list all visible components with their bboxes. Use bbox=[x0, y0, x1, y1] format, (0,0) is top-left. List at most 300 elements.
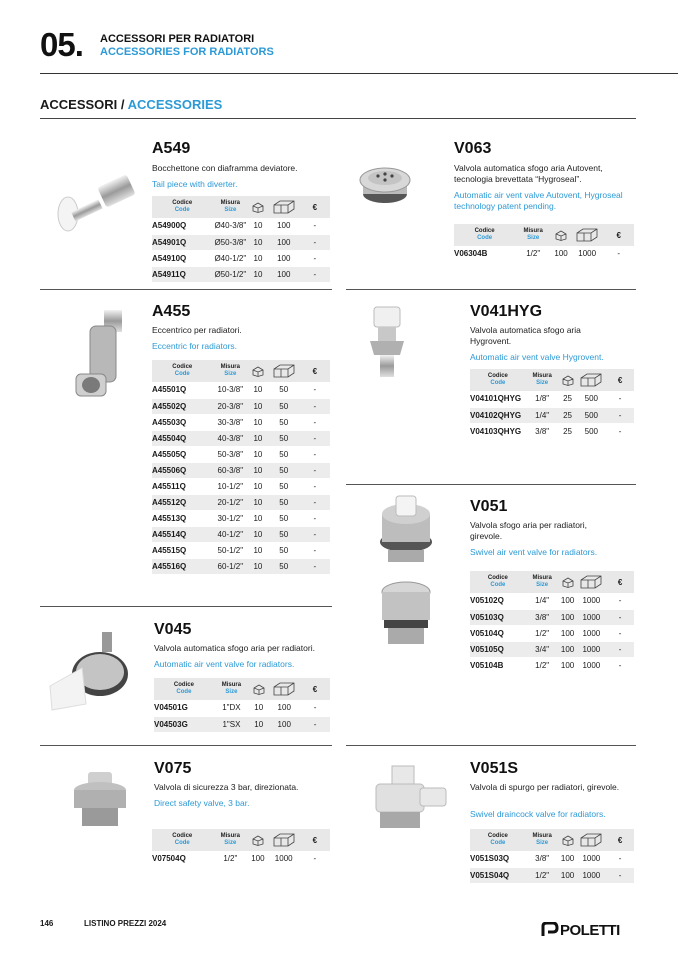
cell-pack: 100 bbox=[559, 867, 577, 883]
cell-carton: 50 bbox=[268, 526, 300, 542]
cell-pack: 10 bbox=[249, 700, 268, 716]
table-row bbox=[470, 867, 634, 883]
cell-code: A45514Q bbox=[152, 526, 213, 542]
cell-size: 1/2" bbox=[515, 246, 551, 262]
v051-product-image-top bbox=[374, 492, 438, 568]
col-carton-header bbox=[577, 369, 607, 391]
cell-size: 1/8" bbox=[526, 391, 559, 407]
cell-pack: 10 bbox=[248, 398, 268, 414]
a549-desc-en: Tail piece with diverter. bbox=[152, 179, 238, 189]
cell-size: 10-3/8" bbox=[213, 382, 249, 398]
cell-pack: 10 bbox=[248, 234, 268, 250]
cell-size: 1"SX bbox=[214, 716, 249, 732]
cell-size: Ø50-3/8" bbox=[212, 234, 248, 250]
a455-product-image bbox=[70, 308, 130, 400]
cell-pack: 100 bbox=[559, 657, 577, 673]
cell-size: Ø40-1/2" bbox=[212, 250, 248, 266]
v063-table bbox=[454, 224, 634, 263]
col-pack-header bbox=[248, 829, 268, 851]
cell-pack: 10 bbox=[248, 510, 268, 526]
v045-table bbox=[154, 678, 330, 733]
cell-carton: 1000 bbox=[577, 641, 607, 657]
table-row bbox=[152, 851, 330, 867]
cell-price: - bbox=[606, 867, 634, 883]
cell-price: - bbox=[300, 266, 330, 282]
cell-code: A54900Q bbox=[152, 218, 212, 234]
cell-carton: 50 bbox=[268, 542, 300, 558]
carton-box-icon bbox=[576, 228, 598, 242]
cell-carton: 50 bbox=[268, 494, 300, 510]
cell-size: 1/2" bbox=[213, 851, 249, 867]
cell-code: V05103Q bbox=[470, 609, 526, 625]
table-row bbox=[152, 446, 330, 462]
carton-box-icon bbox=[580, 833, 602, 847]
col-size-header: Misura Size bbox=[515, 224, 551, 246]
cell-size: 50-1/2" bbox=[213, 542, 249, 558]
pack-box-icon bbox=[252, 202, 264, 213]
a455-title: A455 bbox=[152, 303, 191, 320]
table-row bbox=[152, 526, 330, 542]
cell-carton: 50 bbox=[268, 462, 300, 478]
cell-price: - bbox=[300, 234, 330, 250]
catalog-name: LISTINO PREZZI 2024 bbox=[84, 919, 167, 928]
cell-carton: 1000 bbox=[577, 867, 607, 883]
col-pack-header bbox=[248, 360, 268, 382]
cell-price: - bbox=[300, 542, 330, 558]
cell-price: - bbox=[300, 851, 330, 867]
a549-table-wrap bbox=[152, 196, 330, 283]
cell-pack: 10 bbox=[248, 430, 268, 446]
col-carton-header bbox=[268, 196, 300, 218]
table-row bbox=[152, 382, 330, 398]
cell-pack: 100 bbox=[551, 246, 571, 262]
cell-code: A45516Q bbox=[152, 558, 213, 574]
a455-table-wrap bbox=[152, 360, 330, 575]
divider-right-3 bbox=[346, 745, 636, 746]
a549-table bbox=[152, 196, 330, 283]
pack-box-icon bbox=[562, 375, 574, 386]
col-pack-header bbox=[249, 678, 268, 700]
cell-code: A45511Q bbox=[152, 478, 213, 494]
cell-size: 3/8" bbox=[526, 609, 559, 625]
cell-code: V04102QHYG bbox=[470, 407, 526, 423]
cell-price: - bbox=[300, 446, 330, 462]
table-row bbox=[152, 542, 330, 558]
table-header-row bbox=[454, 224, 634, 246]
cell-price: - bbox=[606, 641, 634, 657]
cell-pack: 100 bbox=[559, 851, 577, 867]
col-price-header: € bbox=[606, 571, 634, 593]
section-title-en: ACCESSORIES bbox=[127, 97, 223, 112]
table-row bbox=[470, 657, 634, 673]
carton-box-icon bbox=[580, 373, 602, 387]
col-carton-header bbox=[571, 224, 603, 246]
v051s-desc-en: Swivel draincock valve for radiators. bbox=[470, 809, 606, 819]
cell-size: 40-3/8" bbox=[213, 430, 249, 446]
table-row bbox=[454, 246, 634, 262]
cell-pack: 10 bbox=[248, 414, 268, 430]
cell-carton: 50 bbox=[268, 478, 300, 494]
table-row bbox=[152, 558, 330, 574]
cell-pack: 10 bbox=[248, 478, 268, 494]
pack-box-icon bbox=[562, 577, 574, 588]
col-code-header: Codice Code bbox=[454, 224, 515, 246]
a549-title: A549 bbox=[152, 140, 191, 157]
v051s-desc-it: Valvola di spurgo per radiatori, girevole. bbox=[470, 782, 620, 792]
cell-code: V04103QHYG bbox=[470, 423, 526, 439]
carton-box-icon bbox=[273, 200, 295, 214]
cell-code: A45513Q bbox=[152, 510, 213, 526]
v051s-table bbox=[470, 829, 634, 884]
cell-pack: 25 bbox=[559, 423, 577, 439]
cell-carton: 1000 bbox=[268, 851, 300, 867]
pack-box-icon bbox=[252, 366, 264, 377]
cell-carton: 1000 bbox=[577, 851, 607, 867]
cell-code: V04101QHYG bbox=[470, 391, 526, 407]
col-price-header: € bbox=[300, 196, 330, 218]
table-row bbox=[152, 462, 330, 478]
col-code-header: Codice Code bbox=[470, 571, 526, 593]
table-row bbox=[470, 609, 634, 625]
cell-size: 40-1/2" bbox=[213, 526, 249, 542]
cell-price: - bbox=[300, 414, 330, 430]
v041hyg-table-wrap bbox=[470, 369, 634, 440]
cell-price: - bbox=[606, 657, 634, 673]
cell-pack: 10 bbox=[248, 542, 268, 558]
cell-pack: 10 bbox=[248, 250, 268, 266]
cell-carton: 50 bbox=[268, 510, 300, 526]
col-size-header: Misura Size bbox=[214, 678, 249, 700]
cell-carton: 100 bbox=[268, 218, 300, 234]
cell-size: 30-3/8" bbox=[213, 414, 249, 430]
v075-table-wrap bbox=[152, 829, 330, 868]
cell-size: 50-3/8" bbox=[213, 446, 249, 462]
col-price-header: € bbox=[300, 360, 330, 382]
cell-code: A45512Q bbox=[152, 494, 213, 510]
cell-carton: 100 bbox=[268, 250, 300, 266]
col-carton-header bbox=[268, 829, 300, 851]
cell-size: 1/4" bbox=[526, 407, 559, 423]
col-carton-header bbox=[268, 678, 300, 700]
v063-desc-en: Automatic air vent valve Autovent, Hygroseal technology patent pending. bbox=[454, 190, 623, 211]
col-price-header: € bbox=[606, 369, 634, 391]
cell-price: - bbox=[300, 398, 330, 414]
cell-size: 1/2" bbox=[526, 625, 559, 641]
a455-table bbox=[152, 360, 330, 575]
cell-carton: 50 bbox=[268, 398, 300, 414]
v051s-table-wrap bbox=[470, 829, 634, 884]
a549-product-image bbox=[50, 170, 142, 236]
cell-code: A45504Q bbox=[152, 430, 213, 446]
brand-logo-text: POLETTI bbox=[560, 922, 620, 939]
table-row bbox=[152, 398, 330, 414]
table-header-row bbox=[470, 571, 634, 593]
v051-desc-it: Valvola sfogo aria per radiatori, girevole. bbox=[470, 520, 588, 541]
cell-code: A45506Q bbox=[152, 462, 213, 478]
cell-code: V05102Q bbox=[470, 593, 526, 609]
cell-size: Ø40-3/8" bbox=[212, 218, 248, 234]
cell-price: - bbox=[300, 430, 330, 446]
cell-price: - bbox=[300, 700, 330, 716]
cell-pack: 100 bbox=[559, 625, 577, 641]
section-title-it: ACCESSORI / bbox=[40, 97, 128, 112]
header-divider bbox=[40, 73, 678, 74]
cell-size: 20-1/2" bbox=[213, 494, 249, 510]
cell-code: A45501Q bbox=[152, 382, 213, 398]
table-row bbox=[470, 423, 634, 439]
table-header-row bbox=[154, 678, 330, 700]
cell-price: - bbox=[606, 851, 634, 867]
carton-box-icon bbox=[273, 364, 295, 378]
cell-price: - bbox=[300, 526, 330, 542]
v045-desc-en: Automatic air vent valve for radiators. bbox=[154, 659, 295, 669]
cell-carton: 500 bbox=[577, 407, 607, 423]
v075-title: V075 bbox=[154, 760, 192, 777]
table-header-row bbox=[152, 360, 330, 382]
col-price-header: € bbox=[603, 224, 634, 246]
cell-code: V04503G bbox=[154, 716, 214, 732]
col-pack-header bbox=[248, 196, 268, 218]
table-row bbox=[470, 407, 634, 423]
cell-price: - bbox=[300, 250, 330, 266]
chapter-title-it: ACCESSORI PER RADIATORI bbox=[100, 33, 255, 45]
col-size-header: Misura Size bbox=[213, 360, 249, 382]
cell-price: - bbox=[300, 510, 330, 526]
v075-desc-it: Valvola di sicurezza 3 bar, direzionata. bbox=[154, 782, 299, 792]
cell-price: - bbox=[300, 478, 330, 494]
cell-pack: 10 bbox=[248, 526, 268, 542]
v045-table-wrap bbox=[154, 678, 330, 733]
cell-price: - bbox=[606, 625, 634, 641]
table-header-row bbox=[152, 196, 330, 218]
col-carton-header bbox=[577, 829, 607, 851]
v051-table-wrap bbox=[470, 571, 634, 674]
v051-table bbox=[470, 571, 634, 674]
cell-size: 1"DX bbox=[214, 700, 249, 716]
cell-carton: 100 bbox=[268, 234, 300, 250]
cell-carton: 500 bbox=[577, 423, 607, 439]
table-row bbox=[154, 700, 330, 716]
v075-desc-en: Direct safety valve, 3 bar. bbox=[154, 798, 250, 808]
cell-pack: 100 bbox=[559, 641, 577, 657]
v051s-title: V051S bbox=[470, 760, 519, 777]
v063-desc-it: Valvola automatica sfogo aria Autovent, tecnologia brevettata “Hygroseal”. bbox=[454, 163, 603, 184]
cell-size: 3/8" bbox=[526, 851, 559, 867]
v051s-product-image bbox=[368, 762, 454, 832]
cell-pack: 10 bbox=[248, 558, 268, 574]
divider-right-2 bbox=[346, 484, 636, 485]
cell-code: A45503Q bbox=[152, 414, 213, 430]
cell-price: - bbox=[606, 423, 634, 439]
chapter-title-en: ACCESSORIES FOR RADIATORS bbox=[100, 46, 274, 58]
carton-box-icon bbox=[273, 682, 295, 696]
col-pack-header bbox=[559, 829, 577, 851]
table-row bbox=[470, 851, 634, 867]
table-row bbox=[152, 266, 330, 282]
cell-size: 30-1/2" bbox=[213, 510, 249, 526]
pack-box-icon bbox=[562, 835, 574, 846]
cell-price: - bbox=[300, 382, 330, 398]
table-row bbox=[154, 716, 330, 732]
divider-left-2 bbox=[40, 606, 332, 607]
cell-code: A45505Q bbox=[152, 446, 213, 462]
cell-carton: 50 bbox=[268, 430, 300, 446]
table-row bbox=[152, 234, 330, 250]
cell-code: V051S03Q bbox=[470, 851, 526, 867]
table-row bbox=[152, 250, 330, 266]
v041hyg-desc-it: Valvola automatica sfogo aria Hygrovent. bbox=[470, 325, 581, 346]
v051-desc-en: Swivel air vent valve for radiators. bbox=[470, 547, 598, 557]
table-row bbox=[470, 593, 634, 609]
brand-logo-mark bbox=[541, 922, 559, 943]
col-size-header: Misura Size bbox=[526, 829, 559, 851]
cell-code: A45502Q bbox=[152, 398, 213, 414]
v041hyg-product-image bbox=[366, 305, 410, 379]
table-row bbox=[470, 391, 634, 407]
v063-product-image bbox=[352, 162, 418, 212]
section-divider bbox=[40, 118, 636, 119]
v041hyg-table bbox=[470, 369, 634, 440]
cell-size: 60-3/8" bbox=[213, 462, 249, 478]
chapter-number: 05. bbox=[40, 26, 83, 63]
cell-carton: 100 bbox=[268, 266, 300, 282]
cell-size: 3/8" bbox=[526, 423, 559, 439]
cell-price: - bbox=[300, 716, 330, 732]
cell-pack: 10 bbox=[248, 494, 268, 510]
cell-carton: 50 bbox=[268, 446, 300, 462]
cell-carton: 1000 bbox=[577, 593, 607, 609]
cell-carton: 100 bbox=[268, 700, 300, 716]
table-row bbox=[470, 641, 634, 657]
table-row bbox=[152, 430, 330, 446]
cell-pack: 10 bbox=[248, 266, 268, 282]
cell-carton: 50 bbox=[268, 382, 300, 398]
cell-price: - bbox=[606, 391, 634, 407]
cell-pack: 10 bbox=[248, 446, 268, 462]
cell-price: - bbox=[300, 494, 330, 510]
v063-title: V063 bbox=[454, 140, 492, 157]
table-header-row bbox=[470, 829, 634, 851]
col-price-header: € bbox=[606, 829, 634, 851]
table-row bbox=[152, 510, 330, 526]
cell-pack: 25 bbox=[559, 407, 577, 423]
pack-box-icon bbox=[252, 835, 264, 846]
page-number: 146 bbox=[40, 919, 54, 928]
col-code-header: Codice Code bbox=[154, 678, 214, 700]
a455-desc-en: Eccentric for radiators. bbox=[152, 341, 238, 351]
a549-desc-it: Bocchettone con diaframma deviatore. bbox=[152, 163, 298, 173]
cell-code: A54910Q bbox=[152, 250, 212, 266]
cell-price: - bbox=[300, 462, 330, 478]
cell-code: V04501G bbox=[154, 700, 214, 716]
col-price-header: € bbox=[300, 678, 330, 700]
col-pack-header bbox=[551, 224, 571, 246]
cell-pack: 100 bbox=[559, 609, 577, 625]
cell-code: V05105Q bbox=[470, 641, 526, 657]
table-row bbox=[152, 414, 330, 430]
cell-pack: 10 bbox=[248, 218, 268, 234]
v051-product-image-bottom bbox=[374, 580, 438, 648]
cell-code: V051S04Q bbox=[470, 867, 526, 883]
v075-table bbox=[152, 829, 330, 868]
cell-size: 3/4" bbox=[526, 641, 559, 657]
col-carton-header bbox=[577, 571, 607, 593]
cell-carton: 1000 bbox=[577, 609, 607, 625]
cell-carton: 1000 bbox=[577, 625, 607, 641]
brand-logo-icon bbox=[541, 922, 559, 938]
cell-code: V05104B bbox=[470, 657, 526, 673]
cell-carton: 50 bbox=[268, 558, 300, 574]
pack-box-icon bbox=[253, 684, 265, 695]
cell-code: V07504Q bbox=[152, 851, 213, 867]
cell-pack: 100 bbox=[248, 851, 268, 867]
cell-pack: 10 bbox=[248, 462, 268, 478]
v063-table-wrap bbox=[454, 224, 634, 263]
table-row bbox=[152, 218, 330, 234]
col-code-header: Codice Code bbox=[152, 196, 212, 218]
table-header-row bbox=[470, 369, 634, 391]
cell-size: 1/2" bbox=[526, 867, 559, 883]
col-size-header: Misura Size bbox=[213, 829, 249, 851]
cell-code: V05104Q bbox=[470, 625, 526, 641]
pack-box-icon bbox=[555, 230, 567, 241]
cell-pack: 100 bbox=[559, 593, 577, 609]
cell-price: - bbox=[300, 218, 330, 234]
table-row bbox=[470, 625, 634, 641]
cell-code: V06304B bbox=[454, 246, 515, 262]
col-code-header: Codice Code bbox=[470, 829, 526, 851]
carton-box-icon bbox=[273, 833, 295, 847]
col-size-header: Misura Size bbox=[526, 369, 559, 391]
cell-price: - bbox=[606, 407, 634, 423]
divider-left-3 bbox=[40, 745, 332, 746]
cell-carton: 100 bbox=[268, 716, 300, 732]
v075-product-image bbox=[70, 768, 130, 830]
cell-code: A45515Q bbox=[152, 542, 213, 558]
v045-product-image bbox=[42, 628, 134, 718]
v041hyg-desc-en: Automatic air vent valve Hygrovent. bbox=[470, 352, 604, 362]
table-row bbox=[152, 478, 330, 494]
cell-code: A54911Q bbox=[152, 266, 212, 282]
cell-price: - bbox=[606, 609, 634, 625]
cell-size: 60-1/2" bbox=[213, 558, 249, 574]
cell-size: 10-1/2" bbox=[213, 478, 249, 494]
col-size-header: Misura Size bbox=[526, 571, 559, 593]
cell-price: - bbox=[300, 558, 330, 574]
table-header-row bbox=[152, 829, 330, 851]
carton-box-icon bbox=[580, 575, 602, 589]
col-price-header: € bbox=[300, 829, 330, 851]
cell-price: - bbox=[603, 246, 634, 262]
divider-right-1 bbox=[346, 289, 636, 290]
col-pack-header bbox=[559, 571, 577, 593]
col-carton-header bbox=[268, 360, 300, 382]
v045-title: V045 bbox=[154, 621, 192, 638]
col-code-header: Codice Code bbox=[470, 369, 526, 391]
cell-carton: 500 bbox=[577, 391, 607, 407]
cell-size: Ø50-1/2" bbox=[212, 266, 248, 282]
col-pack-header bbox=[559, 369, 577, 391]
cell-carton: 1000 bbox=[571, 246, 603, 262]
table-row bbox=[152, 494, 330, 510]
v041hyg-title: V041HYG bbox=[470, 303, 543, 320]
col-code-header: Codice Code bbox=[152, 360, 213, 382]
cell-pack: 25 bbox=[559, 391, 577, 407]
cell-carton: 1000 bbox=[577, 657, 607, 673]
col-size-header: Misura Size bbox=[212, 196, 248, 218]
cell-carton: 50 bbox=[268, 414, 300, 430]
a455-desc-it: Eccentrico per radiatori. bbox=[152, 325, 242, 335]
